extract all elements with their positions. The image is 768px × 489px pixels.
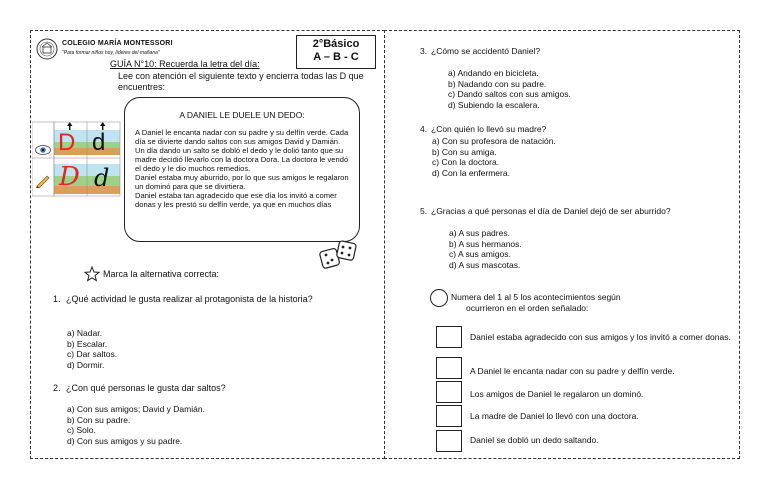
option[interactable]: c) Dar saltos. [67, 349, 118, 359]
sequence-item-1: Daniel estaba agradecido con sus amigos y los invitó a comer donas. [470, 332, 731, 342]
option[interactable]: d) A sus mascotas. [449, 259, 521, 270]
sequence-number-box-3[interactable] [436, 381, 462, 403]
question-2-text: ¿Con qué personas le gusta dar saltos? [66, 383, 226, 393]
option[interactable]: a) Con sus amigos; David y Damián. [67, 404, 205, 414]
sequence-instruction-line2: ocurrieron en el orden señalado: [466, 303, 589, 313]
print-upper-d: D [58, 129, 76, 156]
sequence-number-box-5[interactable] [436, 430, 462, 452]
question-3-text: ¿Cómo se accidentó Daniel? [431, 46, 541, 56]
sequence-item-3: Los amigos de Daniel le regalaron un dominó. [470, 389, 644, 399]
guide-title: GUÍA N°10: Recuerda la letra del día: [110, 59, 260, 69]
grade-box [296, 35, 376, 69]
circle-icon [430, 289, 448, 307]
option[interactable]: b) Nadando con su padre. [448, 78, 547, 89]
option[interactable]: c) Con la doctora. [432, 157, 500, 167]
story-box [124, 97, 360, 242]
question-2-number: 2. [53, 383, 61, 393]
option[interactable]: d) Subiendo la escalera. [448, 99, 540, 110]
option[interactable]: b) Con su padre. [67, 414, 131, 425]
option[interactable]: d) Con la enfermera. [432, 167, 510, 178]
sequence-number-box-4[interactable] [436, 405, 462, 427]
pencil-icon [35, 174, 51, 193]
option[interactable]: a) Andando en bicicleta. [448, 68, 539, 78]
story-paragraph: Un día dando un salto se dobló el dedo y le dolió tanto que su madre decidió llevarlo con la doctora Dora. La doctora le vendó el dedo y le dio muchos remedios. [135, 146, 349, 173]
mark-instruction: Marca la alternativa correcta: [103, 269, 220, 279]
option[interactable]: c) Dando saltos con sus amigos. [448, 89, 571, 99]
question-3-options [448, 68, 571, 110]
question-5-text: ¿Gracias a qué personas el día de Daniel dejó de ser aburrido? [431, 206, 671, 216]
school-logo [36, 38, 58, 60]
star-icon [84, 266, 100, 287]
option[interactable]: a) Nadar. [67, 328, 102, 338]
question-4-number: 4. [420, 124, 428, 134]
story-title: A DANIEL LE DUELE UN DEDO: [179, 110, 305, 120]
option[interactable]: b) Con su amiga. [432, 146, 497, 157]
story-paragraph: Daniel estaba muy aburrido, por lo que sus amigos le regalaron un dominó para que se divirtiera. [135, 173, 349, 191]
question-1-text: ¿Qué actividad le gusta realizar al protagonista de la historia? [66, 294, 313, 304]
option[interactable]: c) A sus amigos. [449, 249, 511, 259]
option[interactable]: a) Con su profesora de natación. [432, 136, 556, 146]
option[interactable]: a) A sus padres. [449, 228, 510, 238]
option[interactable]: d) Dormir. [67, 359, 105, 370]
cursive-lower-d: d [94, 164, 110, 192]
print-lower-d: d [92, 129, 106, 156]
option[interactable]: d) Con sus amigos y su padre. [67, 435, 183, 446]
sequence-number-box-1[interactable] [436, 326, 462, 348]
grade-sections: A – B - C [313, 51, 359, 63]
question-1-options [67, 328, 117, 370]
sequence-item-2: A Daniel le encanta nadar con su padre y delfín verde. [470, 366, 675, 376]
sequence-instruction-line1: Numera del 1 al 5 los acontecimientos según [451, 292, 621, 302]
grade-label: 2°Básico [312, 38, 360, 50]
question-4-options [432, 136, 556, 178]
cursive-upper-d: D [59, 162, 80, 192]
option[interactable]: c) Solo. [67, 425, 96, 435]
question-2-options [67, 404, 205, 446]
story-paragraph: Daniel estaba tan agradecido que ese día los invitó a comer donas y les prestó su delfín verde, ya que en muchos días [135, 191, 337, 209]
sequence-item-4: La madre de Daniel lo llevó con una doctora. [470, 411, 639, 421]
question-1-number: 1. [53, 294, 61, 304]
option[interactable]: b) A sus hermanos. [449, 238, 522, 249]
eye-icon [35, 142, 51, 160]
story-paragraph: A Daniel le encanta nadar con su padre y su delfín verde. Cada día se divierte dando saltos con sus amigos David y Damián. [135, 128, 349, 146]
reading-instruction: Lee con atención el siguiente texto y encierra todas las D que encuentres: [118, 71, 364, 92]
option[interactable]: b) Escalar. [67, 338, 108, 349]
school-name: COLEGIO MARÍA MONTESSORI [62, 40, 173, 47]
school-motto: "Para formar niños hoy, líderes del mañana" [62, 50, 160, 56]
sequence-number-box-2[interactable] [436, 357, 462, 379]
sequence-item-5: Daniel se dobló un dedo saltando. [470, 435, 599, 445]
question-5-options [449, 228, 522, 270]
question-4-text: ¿Con quién lo llevó su madre? [431, 124, 547, 134]
letter-d-card [32, 118, 122, 200]
question-5-number: 5. [420, 206, 428, 216]
dice-icon [318, 238, 360, 277]
question-3-number: 3. [420, 46, 428, 56]
